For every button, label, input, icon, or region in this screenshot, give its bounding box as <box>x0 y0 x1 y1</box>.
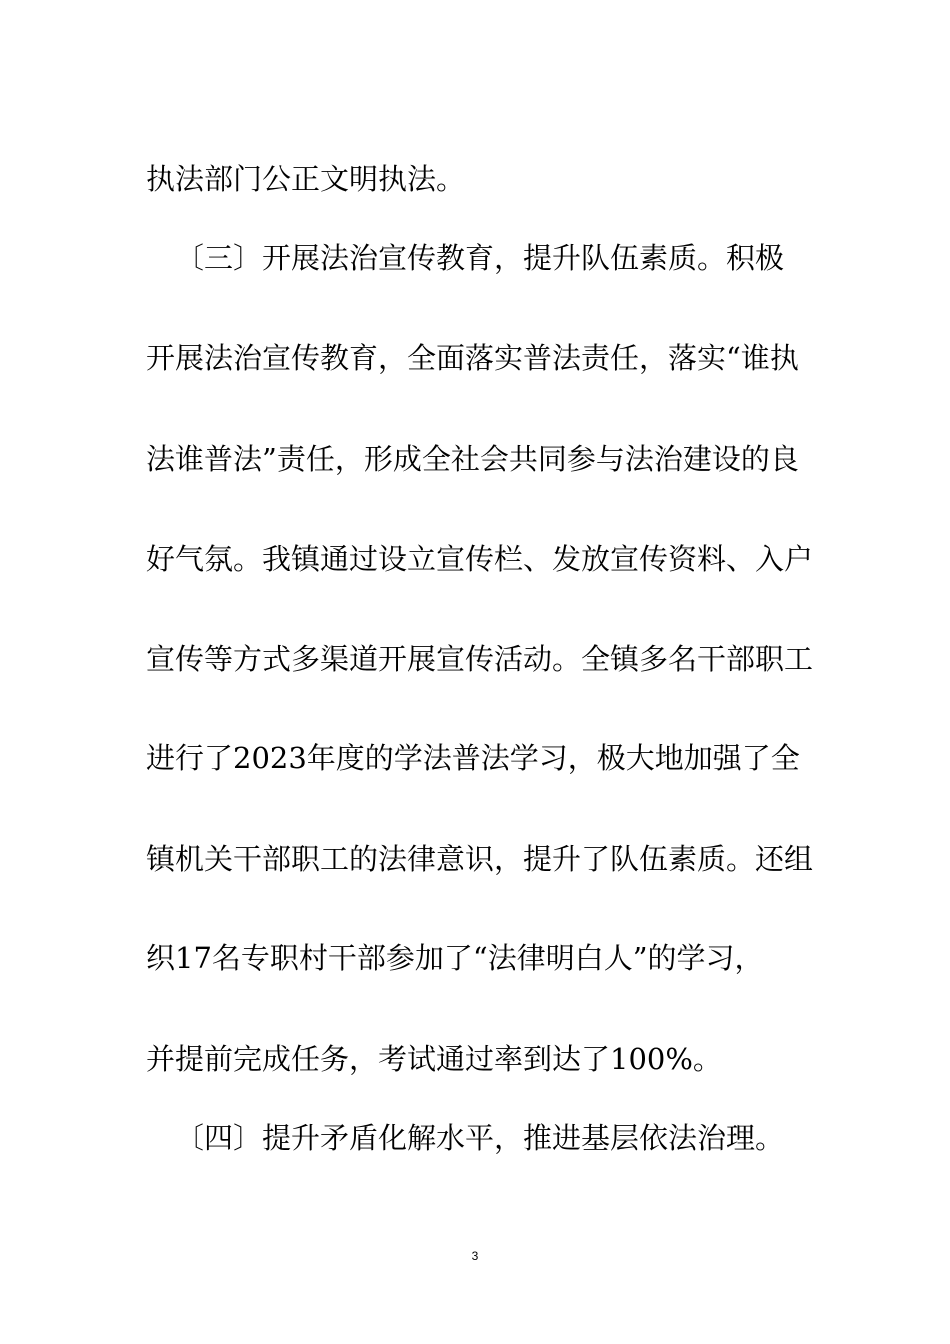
paragraph-line: 镇机关干部职工的法律意识，提升了队伍素质。还组 <box>146 842 814 876</box>
paragraph-line: 宣传等方式多渠道开展宣传活动。全镇多名干部职工 <box>146 642 814 676</box>
page-number: 3 <box>471 1249 479 1263</box>
paragraph-line: 并提前完成任务，考试通过率到达了100%。 <box>146 1042 722 1076</box>
paragraph-line: 执法部门公正文明执法。 <box>146 162 466 196</box>
paragraph-line: 开展法治宣传教育，全面落实普法责任，落实“谁执 <box>146 341 799 375</box>
section-heading-line: 〔三〕开展法治宣传教育，提升队伍素质。积极 <box>175 241 785 275</box>
section-heading-line: 〔四〕提升矛盾化解水平，推进基层依法治理。 <box>175 1121 785 1155</box>
paragraph-line: 法谁普法”责任，形成全社会共同参与法治建设的良 <box>146 442 799 476</box>
paragraph-line: 织17名专职村干部参加了“法律明白人”的学习， <box>146 941 764 975</box>
paragraph-line: 进行了2023年度的学法普法学习，极大地加强了全 <box>146 741 800 775</box>
paragraph-line: 好气氛。我镇通过设立宣传栏、发放宣传资料、入户 <box>146 542 814 576</box>
